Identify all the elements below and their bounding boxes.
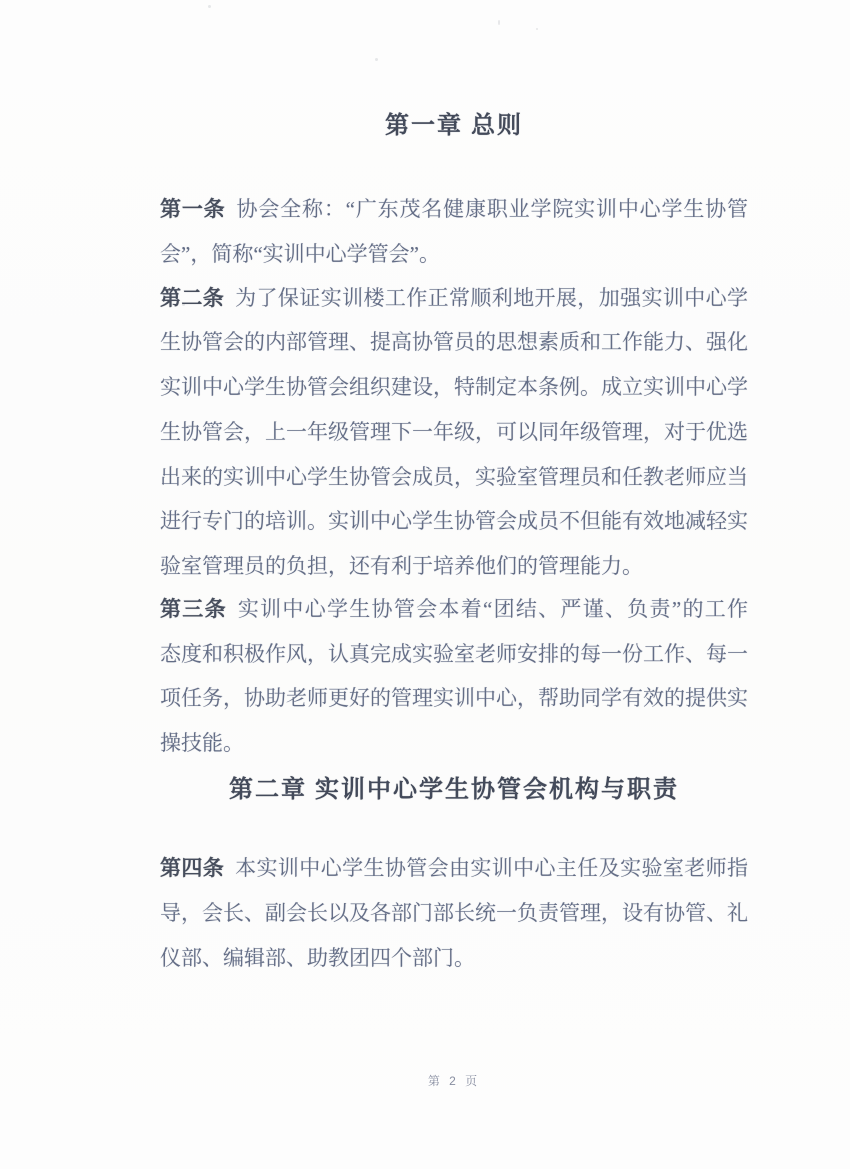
line-text: 导，会长、副会长以及各部门部长统一负责管理，设有协管、礼 <box>160 901 748 925</box>
line-text: 为了保证实训楼工作正常顺利地开展，加强实训中心学 <box>235 286 749 310</box>
line-text: 协会全称：“广东茂名健康职业学院实训中心学生协管 <box>236 197 749 221</box>
chapter-1-heading: 第一章 总则 <box>385 113 523 139</box>
page-number: 第 2 页 <box>427 1074 481 1088</box>
text-line <box>160 594 748 624</box>
article-1-label: 第一条 <box>160 197 226 221</box>
line-text: 生协管会的内部管理、提高协管员的思想素质和工作能力、强化 <box>160 330 748 354</box>
text-line <box>160 283 748 313</box>
text-line <box>160 417 748 447</box>
line-text: 验室管理员的负担，还有利于培养他们的管理能力。 <box>160 554 643 578</box>
text-line <box>160 683 748 713</box>
scan-speck <box>208 5 211 8</box>
scan-speck <box>498 20 500 25</box>
text-line <box>160 551 748 581</box>
scan-speck <box>375 58 378 61</box>
line-text: 进行专门的培训。实训中心学生协管会成员不但能有效地减轻实 <box>160 509 748 533</box>
line-text: 实训中心学生协管会组织建设，特制定本条例。成立实训中心学 <box>160 375 748 399</box>
line-text: 生协管会，上一年级管理下一年级，可以同年级管理，对于优选 <box>160 420 748 444</box>
scan-speck <box>536 28 538 30</box>
text-line <box>160 239 748 269</box>
line-text: 项任务，协助老师更好的管理实训中心，帮助同学有效的提供实 <box>160 686 748 710</box>
line-text: 会”，简称“实训中心学管会”。 <box>160 242 440 266</box>
text-line <box>160 327 748 357</box>
text-line <box>160 194 748 224</box>
line-text: 本实训中心学生协管会由实训中心主任及实验室老师指 <box>235 856 749 880</box>
text-line <box>160 372 748 402</box>
line-text: 实训中心学生协管会本着“团结、严谨、负责”的工作 <box>237 597 749 621</box>
text-line <box>160 462 748 492</box>
line-text: 态度和积极作风，认真完成实验室老师安排的每一份工作、每一 <box>160 642 748 666</box>
chapter-2-heading: 第二章 实训中心学生协管会机构与职责 <box>229 777 679 803</box>
text-line <box>160 639 748 669</box>
text-line <box>160 506 748 536</box>
line-text: 仪部、编辑部、助教团四个部门。 <box>160 946 475 970</box>
article-4-label: 第四条 <box>160 856 225 880</box>
text-line <box>160 898 748 928</box>
line-text: 操技能。 <box>160 731 244 755</box>
text-line <box>160 943 748 973</box>
text-line <box>160 728 748 758</box>
article-3-label: 第三条 <box>160 597 227 621</box>
text-line <box>160 853 748 883</box>
line-text: 出来的实训中心学生协管会成员，实验室管理员和任教老师应当 <box>160 465 748 489</box>
article-2-label: 第二条 <box>160 286 225 310</box>
